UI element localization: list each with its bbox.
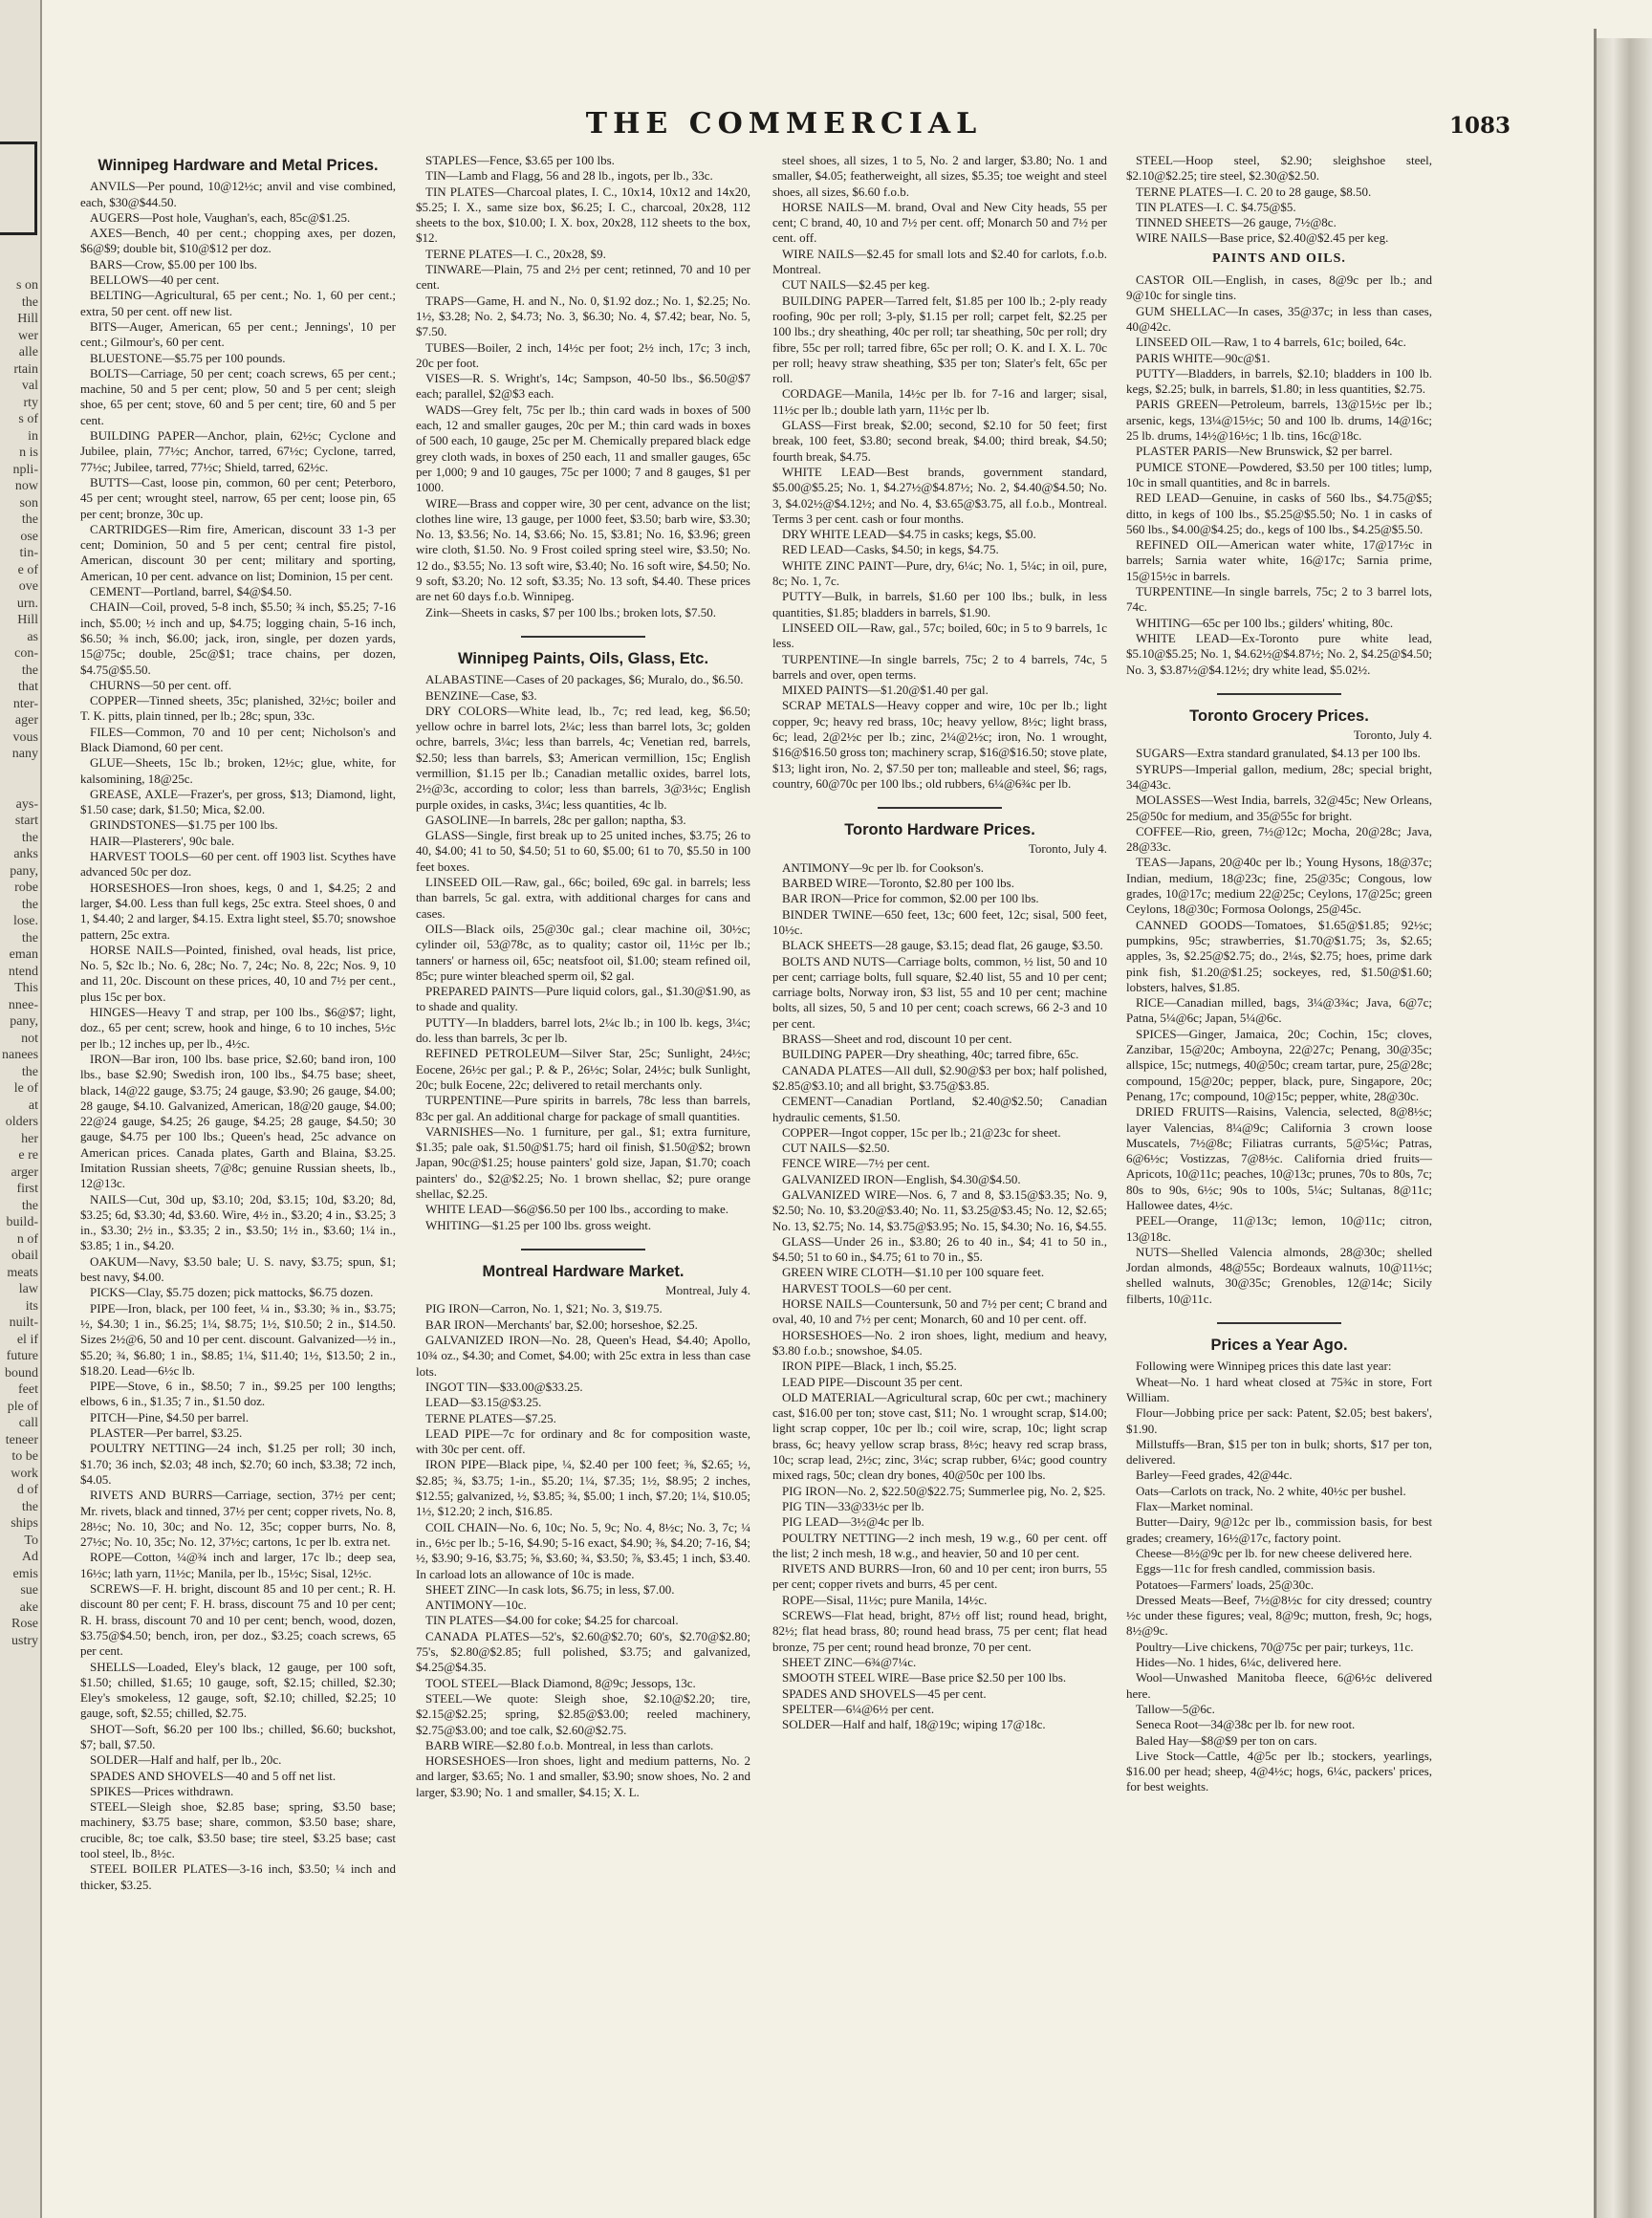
price-entry: SHEET ZINC—6¾@7¼c. (782, 1654, 917, 1669)
section-divider (1217, 1322, 1341, 1324)
section-divider (521, 1249, 645, 1250)
journal-title: THE COMMERCIAL (585, 107, 983, 141)
price-entry: CHURNS—50 per cent. off. (90, 677, 232, 692)
price-entry: ALABASTINE—Cases of 20 packages, $6; Muralo, do., $6.50. (425, 672, 744, 687)
price-entry: RIVETS AND BURRS—Carriage, section, 37½ per cent; Mr. rivets, black and tinned, 37½ per cent; copper rivets, No. 8, 28½c; No. 10, 30c; and No. 12, 35c; copper burrs, No. 8, 27½c; No. 10, 35c; No. 12, 37½c; cartons, 1c per lb. extra net. (80, 1488, 396, 1550)
price-entry: BAR IRON—Merchants' bar, $2.00; horseshoe, $2.25. (425, 1316, 698, 1332)
price-entry: IRON PIPE—Black, 1 inch, $5.25. (782, 1359, 957, 1374)
price-entry: REFINED OIL—American water white, 17@17½c in barrels; Sarnia water white, 16@17c; Sarnia prime, 15@15½c in barrels. (1126, 537, 1432, 583)
price-entry: DRY WHITE LEAD—$4.75 in casks; kegs, $5.00. (782, 527, 1036, 542)
price-entry: MIXED PAINTS—$1.20@$1.40 per gal. (782, 683, 989, 698)
price-entry: WHITE ZINC PAINT—Pure, dry, 6¼c; No. 1, 5¼c; in oil, pure, 8c; No. 1, 7c. (772, 557, 1107, 589)
price-entry: FENCE WIRE—7½ per cent. (782, 1156, 930, 1171)
price-entry: Dressed Meats—Beef, 7½@8½c for city dressed; country ½c under these figures; veal, 8@9c; mutton, fresh, 9c; hogs, 8½@9c. (1126, 1592, 1432, 1639)
price-entry: RED LEAD—Casks, $4.50; in kegs, $4.75. (782, 542, 999, 557)
price-entry: PLASTER PARIS—New Brunswick, $2 per barrel. (1136, 444, 1393, 459)
price-entry: BENZINE—Case, $3. (425, 687, 537, 703)
price-entry: LEAD—$3.15@$3.25. (425, 1395, 542, 1410)
price-entry: CASTOR OIL—English, in cases, 8@9c per lb.; and 9@10c for single tins. (1126, 272, 1432, 303)
section-title: Toronto Hardware Prices. (844, 821, 1035, 839)
price-entry: HORSESHOES—No. 2 iron shoes, light, medium and heavy, $3.80 f.o.b.; snowshoe, $4.05. (772, 1327, 1107, 1358)
price-entry: NUTS—Shelled Valencia almonds, 28@30c; shelled Jordan almonds, 48@55c; Bordeaux walnuts, 10@11½c; shelled walnuts, 30@35c; Grenobles, 12@14c; Sicily filberts, 10@11c. (1126, 1244, 1432, 1306)
price-entry: PITCH—Pine, $4.50 per barrel. (90, 1409, 250, 1424)
price-entry: Butter—Dairy, 9@12c per lb., commission basis, for best grades; creamery, 16½@17c, factory point. (1126, 1514, 1432, 1545)
price-entry: SPICES—Ginger, Jamaica, 20c; Cochin, 15c; cloves, Zanzibar, 15@20c; Amboyna, 22@27c; Penang, 30@35c; allspice, 15c; nutmegs, 40@50c; cream tartar, pure, 25@28c; compound, 15@20c; pepper, black, pure, Singapore, 20c; Penang, 17c; compound, 10@15c; pepper, white, 28@30c. (1126, 1026, 1432, 1103)
price-entry: CUT NAILS—$2.45 per keg. (782, 277, 930, 293)
price-entry: SHELLS—Loaded, Eley's black, 12 gauge, per 100 soft, $1.50; chilled, $1.65; 10 gauge, soft, $2.15; chilled, $2.30; Eley's smokeless, 12 gauge, soft, $2.10; chilled, $2.25; 10 gauge, soft, $2.55; chilled, $2.75. (80, 1659, 396, 1721)
price-entry: CANADA PLATES—All dull, $2.90@$3 per box; half polished, $2.85@$3.10; and all bright, $3.75@$3.85. (772, 1062, 1107, 1093)
price-entry: GALVANIZED IRON—English, $4.30@$4.50. (782, 1171, 1021, 1186)
price-entry: TIN—Lamb and Flagg, 56 and 28 lb., ingots, per lb., 33c. (425, 168, 713, 184)
price-entry: REFINED PETROLEUM—Silver Star, 25c; Sunlight, 24½c; Eocene, 26½c per gal.; P. & P., 26½c; Solar, 24½c; bulk Sunlight, 20c; bulk Eocene, 22c; delivered to retail merchants only. (416, 1046, 750, 1092)
price-entry: BLUESTONE—$5.75 per 100 pounds. (90, 350, 286, 365)
price-entry: HARVEST TOOLS—60 per cent. (782, 1280, 952, 1295)
section-divider (521, 636, 645, 638)
price-entry: TERNE PLATES—I. C. 20 to 28 gauge, $8.50. (1136, 184, 1372, 199)
price-entry: Flax—Market nominal. (1136, 1499, 1253, 1514)
price-entry: GRINDSTONES—$1.75 per 100 lbs. (90, 817, 278, 833)
price-entry: GREEN WIRE CLOTH—$1.10 per 100 square feet. (782, 1265, 1045, 1280)
price-entry: Eggs—11c for fresh candled, commission basis. (1136, 1561, 1376, 1577)
price-entry: BUILDING PAPER—Anchor, plain, 62½c; Cyclone and Jubilee, plain, 77½c; Anchor, tarred, 67½c; Cyclone, tarred, 77½c; Jubilee, tarred, 77½c; Shield, tarred, 62½c. (80, 428, 396, 474)
price-entry: SOLDER—Half and half, per lb., 20c. (90, 1752, 282, 1768)
price-entry: BUILDING PAPER—Tarred felt, $1.85 per 100 lb.; 2-ply ready roofing, 90c per roll; 3-ply, $1.15 per roll; carpet felt, $2.25 per 100 lbs.; dry sheathing, 40c per roll; tar sheathing, 50c per roll; dry fibre, 55c per roll; tarred fibre, 65c per roll; O. K. and I. X. L. 70c per roll; heavy straw sheathing, $35 per ton; Slater's felt, 65c per roll. (772, 293, 1107, 386)
section-title: Toronto Grocery Prices. (1189, 707, 1369, 725)
price-entry: WIRE NAILS—Base price, $2.40@$2.45 per keg. (1136, 230, 1389, 246)
price-entry: PREPARED PAINTS—Pure liquid colors, gal., $1.30@$1.90, as to shade and quality. (416, 984, 750, 1014)
price-entry: IRON—Bar iron, 100 lbs. base price, $2.60; band iron, 100 lbs., base $2.90; Swedish iron, 100 lbs., $4.75 base; sheet, black, 14@22 gauge, $3.75; 24 gauge, $3.90; 26 gauge, $4.00; 28 gauge, $4.10. Galvanized, American, 18@20 gauge, $4.00; 22@24 gauge, $4.25; 26 gauge, $4.25; 28 gauge, $4.50; 30 gauge, $4.75 per 100 lbs.; Queen's head, 25c advance on American prices. Canada plates, Garth and Blaina, $3.25. Imitation Russian sheets, 7@8c; genuine Russian sheets, lb., 12@13c. (80, 1051, 396, 1191)
price-entry: HORSESHOES—Iron shoes, light and medium patterns, No. 2 and larger, $3.65; No. 1 and smaller, $3.90; snow shoes, No. 2 and larger, $3.90; No. 1 and smaller, $4.15; X. L. (416, 1753, 750, 1799)
price-list (80, 179, 396, 1893)
price-entry: TURPENTINE—Pure spirits in barrels, 78c less than barrels, 83c per gal. An additional charge for package of small quantities. (416, 1093, 750, 1123)
price-entry: PARIS WHITE—90c@$1. (1136, 350, 1271, 365)
price-entry: LINSEED OIL—Raw, gal., 57c; boiled, 60c; in 5 to 9 barrels, 1c less. (772, 620, 1107, 651)
price-entry: POULTRY NETTING—24 inch, $1.25 per roll; 30 inch, $1.70; 36 inch, $2.03; 48 inch, $2.70; 60 inch, $3.38; 72 inch, $4.05. (80, 1441, 396, 1487)
price-entry: WHITE LEAD—Best brands, government standard, $5.00@$5.25; No. 1, $4.27½@$4.87½; No. 2, $4.40@$4.50; No. 3, $4.02½@$4.12½; and No. 4, $3.65@$3.75, all f.o.b., Montreal. Terms 3 per cent. cash or four months. (772, 464, 1107, 526)
price-entry: TERNE PLATES—$7.25. (425, 1410, 556, 1425)
price-entry: TIN PLATES—Charcoal plates, I. C., 10x14, 10x12 and 14x20, $5.25; I. X., same size box, $6.25; I. C., charcoal, 20x28, 112 sheets to the box, $10.00; I. X. box, 20x28, 112 sheets to the box, $12. (416, 184, 750, 246)
price-entry: ROPE—Cotton, ¼@¾ inch and larger, 17c lb.; deep sea, 16½c; lath yarn, 11½c; Manila, per lb., 15½c; Sisal, 12½c. (80, 1550, 396, 1580)
price-entry: ANTIMONY—10c. (425, 1598, 527, 1613)
previous-page-box (0, 141, 37, 235)
price-entry: FILES—Common, 70 and 10 per cent; Nicholson's and Black Diamond, 60 per cent. (80, 724, 396, 754)
price-list (1126, 1359, 1432, 1794)
price-entry: Wheat—No. 1 hard wheat closed at 75¾c in store, Fort William. (1126, 1374, 1432, 1404)
price-entry: NAILS—Cut, 30d up, $3.10; 20d, $3.15; 10d, $3.20; 8d, $3.25; 6d, $3.30; 4d, $3.60. Wire, 4½ in., $3.20; 4 in., $3.25; 3 in., $3.30; 2½ in., $3.35; 2 in., $3.50; 1½ in., $3.60; 1¼ in., $3.85; 1 in., $4.20. (80, 1191, 396, 1253)
price-entry: BOLTS—Carriage, 50 per cent; coach screws, 65 per cent.; machine, 50 and 5 per cent; plow, 50 and 5 per cent; sleigh shoe, 65 per cent; stove, 60 and 5 per cent; tire, 60 and 5 per cent. (80, 365, 396, 427)
price-entry: SOLDER—Half and half, 18@19c; wiping 17@18c. (782, 1717, 1046, 1732)
price-entry: Tallow—5@6c. (1136, 1701, 1215, 1716)
price-entry: RIVETS AND BURRS—Iron, 60 and 10 per cent; iron burrs, 55 per cent; copper rivets and burrs, 45 per cent. (772, 1561, 1107, 1592)
price-entry: Flour—Jobbing price per sack: Patent, $2.05; best bakers', $1.90. (1126, 1405, 1432, 1436)
price-entry: Following were Winnipeg prices this date last year: (1136, 1359, 1392, 1374)
column-2 (416, 153, 750, 1800)
price-entry: WADS—Grey felt, 75c per lb.; thin card wads in boxes of 500 each, 12 and smaller gauges, 20c per M.; thin card wads in boxes of 500 each, 10 gauge, 25c per M. Chemically prepared black edge grey cloth wads, in boxes of 250 each, 11 and smaller gauges, 65c per 1,000; 9 and 10 gauges, 75c per 1000; 7 and 8 gauges, $1 per 1000. (416, 402, 750, 495)
price-entry: LINSEED OIL—Raw, gal., 66c; boiled, 69c gal. in barrels; less than barrels, 5c gal. extra, with additional charges for cans and cases. (416, 875, 750, 921)
price-entry: COPPER—Ingot copper, 15c per lb.; 21@23c for sheet. (782, 1124, 1061, 1140)
price-entry: BLACK SHEETS—28 gauge, $3.15; dead flat, 26 gauge, $3.50. (782, 938, 1103, 953)
price-entry: SPADES AND SHOVELS—45 per cent. (782, 1685, 987, 1701)
price-entry: LEAD PIPE—7c for ordinary and 8c for composition waste, with 30c per cent. off. (416, 1425, 750, 1457)
price-entry: BOLTS AND NUTS—Carriage bolts, common, ½ list, 50 and 10 per cent; carriage bolts, full square, $2.40 list, 55 and 10 per cent; carriage bolts, Norway iron, $3 list, 55 and 10 per cent; machine bolts, all sizes, 50, 5 and 10 per cent; coach screws, 66 2-3 and 10 per cent. (772, 953, 1107, 1031)
price-entry: SYRUPS—Imperial gallon, medium, 28c; special bright, 34@43c. (1126, 761, 1432, 792)
price-entry: WHITE LEAD—$6@$6.50 per 100 lbs., according to make. (425, 1202, 729, 1217)
price-entry: GLASS—Under 26 in., $3.80; 26 to 40 in., $4; 41 to 50 in., $4.50; 51 to 60 in., $4.75; 61 to 70 in., $5. (772, 1233, 1107, 1265)
price-entry: BUILDING PAPER—Dry sheathing, 40c; tarred fibre, 65c. (782, 1047, 1079, 1062)
price-entry: SUGARS—Extra standard granulated, $4.13 per 100 lbs. (1136, 746, 1421, 761)
price-entry: TEAS—Japans, 20@40c per lb.; Young Hysons, 18@37c; Indian, medium, 18@23c; fine, 25@35c; Congous, low grades, 10@17c; medium 22@25c; Ceylons, 17@25c; green Ceylons, 18@30c; Formosa Oolongs, 25@45c. (1126, 855, 1432, 917)
price-entry: GASOLINE—In barrels, 28c per gallon; naptha, $3. (425, 812, 686, 827)
price-entry: TIN PLATES—I. C. $4.75@$5. (1136, 199, 1296, 214)
price-entry: Baled Hay—$8@$9 per ton on cars. (1136, 1732, 1317, 1748)
price-entry: Millstuffs—Bran, $15 per ton in bulk; shorts, $17 per ton, delivered. (1126, 1436, 1432, 1468)
price-entry: ANTIMONY—9c per lb. for Cookson's. (782, 859, 985, 875)
price-entry: COFFEE—Rio, green, 7½@12c; Mocha, 20@28c; Java, 28@33c. (1126, 823, 1432, 855)
price-entry: TURPENTINE—In single barrels, 75c; 2 to 4 barrels, 74c, 5 barrels and over, open terms. (772, 651, 1107, 682)
price-entry: PIG IRON—Carron, No. 1, $21; No. 3, $19.75. (425, 1301, 663, 1316)
price-entry: BRASS—Sheet and rod, discount 10 per cent. (782, 1032, 1012, 1047)
price-entry: HORSE NAILS—Countersunk, 50 and 7½ per cent; C brand and oval, 40, 10 and 7½ per cent; Monarch, 60 and 10 per cent. off. (772, 1296, 1107, 1327)
price-entry: POULTRY NETTING—2 inch mesh, 19 w.g., 60 per cent. off the list; 2 inch mesh, 18 w.g., and heavier, 50 and 10 per cent. (772, 1530, 1107, 1560)
price-entry: SMOOTH STEEL WIRE—Base price $2.50 per 100 lbs. (782, 1670, 1067, 1685)
price-list (1126, 153, 1432, 247)
price-entry: Poultry—Live chickens, 70@75c per pair; turkeys, 11c. (1136, 1639, 1414, 1654)
section-title: PAINTS AND OILS. (1212, 250, 1346, 266)
price-entry: WHITING—65c per 100 lbs.; gilders' whiting, 80c. (1136, 615, 1394, 630)
price-entry: CUT NAILS—$2.50. (782, 1141, 890, 1156)
price-entry: BUTTS—Cast, loose pin, common, 60 per cent; Peterboro, 45 per cent; wrought steel, narrow, 65 per cent; loose pin, 65 per cent; bronze, 30c up. (80, 474, 396, 521)
price-entry: HORSESHOES—Iron shoes, kegs, 0 and 1, $4.25; 2 and larger, $4.00. Less than full kegs, 25c extra. Steel shoes, 0 and 1, $4.40; 2 and larger, $4.15. Extra light steel, $5.70; snowshoe pattern, 25c extra. (80, 880, 396, 942)
price-entry: PARIS GREEN—Petroleum, barrels, 13@15½c per lb.; arsenic, kegs, 13¼@15½c; 50 and 100 lb. drums, 14@16c; 25 lb. drums, 14½@16½c; 1 lb. tins, 16c@18c. (1126, 397, 1432, 444)
price-entry: WIRE—Brass and copper wire, 30 per cent, advance on the list; clothes line wire, 13 gauge, per 1000 feet, $3.50; barb wire, $3.30; No. 13, $3.56; No. 14, $3.66; No. 15, $3.81; No. 16, $3.96; green wire cloth, $1.50. No. 9 Frost coiled spring steel wire, $3.50; No. 12 do., $3.55; No. 13 soft wire, $3.40; No. 16 soft wire, $4.50; No. 9 soft, $3.20; No. 12 soft, $3.35; No. 13 soft, $4.40. These prices are net 60 days f.o.b. Winnipeg. (416, 495, 750, 604)
price-entry: SCRAP METALS—Heavy copper and wire, 10c per lb.; light copper, 9c; heavy red brass, 10c; heavy yellow, 8½c; light brass, 6c; lead, 2@2½c per lb.; zinc, 2¼@2½c; iron, No. 1 wrought, $16@$16.50 gross ton; machinery scrap, $16@$16.50; stove plate, $13; light iron, No. 2, $7.50 per ton; malleable and steel, $6; rags, country, 60@70c per 100 lbs.; old rubbers, 6¼@6¾c per lb. (772, 698, 1107, 791)
price-entry: GALVANIZED IRON—No. 28, Queen's Head, $4.40; Apollo, 10¾ oz., $4.30; and Comet, $4.00; with 25c extra in less than case lots. (416, 1333, 750, 1379)
price-entry: LEAD PIPE—Discount 35 per cent. (782, 1374, 963, 1389)
price-entry: CORDAGE—Manila, 14½c per lb. for 7-16 and larger; sisal, 11½c per lb.; double lath yarn, 11½c per lb. (772, 386, 1107, 417)
price-list (1126, 746, 1432, 1307)
section-dateline: Toronto, July 4. (1353, 728, 1432, 743)
price-entry: WHITE LEAD—Ex-Toronto pure white lead, $5.10@$5.25; No. 1, $4.62½@$4.87½; No. 2, $4.25@$4.50; No. 3, $3.87½@$4.12½; dry white lead, $5.02½. (1126, 630, 1432, 677)
price-entry: BARB WIRE—$2.80 f.o.b. Montreal, in less than carlots. (425, 1737, 714, 1752)
price-entry: DRY COLORS—White lead, lb., 7c; red lead, keg, $6.50; yellow ochre in barrel lots, 2¼c; less than barrel lots, 3c; golden ochre, barrels, 3¼c; less than barrels, 4c; Venetian red, barrels, $2.50; less than barrels, $3; American vermillion, 15c; English vermillion, $1.15 per lb.; Canadian metallic oxides, barrel lots, 2½@3c, according to color; less than barrels, 3@3½c; English purple oxides, in casks, 3¼c; less quantities, 4c lb. (416, 703, 750, 812)
price-entry: LINSEED OIL—Raw, 1 to 4 barrels, 61c; boiled, 64c. (1136, 335, 1406, 350)
previous-page-text: s on the Hill wer alle rtain val rty s of in n is npli- now son the ose tin- e of ove urn. Hill as con- the that nter- ager vous nany ays- start the anks pany, robe the lose. the eman ntend This nnee- pany, not nanees the le of at olders her e re arger first the build- n of obail meats law its nuilt- el if future bound feet ple of call teneer to be work d of the ships To Ad emis sue ake Rose ustry (2, 278, 39, 1648)
price-entry: GUM SHELLAC—In cases, 35@37c; in less than cases, 40@42c. (1126, 303, 1432, 334)
book-edge (1597, 38, 1652, 2218)
price-entry: CEMENT—Portland, barrel, $4@$4.50. (90, 584, 293, 599)
price-entry: TRAPS—Game, H. and N., No. 0, $1.92 doz.; No. 1, $2.25; No. 1½, $3.28; No. 2, $4.73; No. 3, $6.30; No. 4, $7.42; bear, No. 5, $7.50. (416, 293, 750, 339)
price-entry: PIPE—Stove, 6 in., $8.50; 7 in., $9.25 per 100 lengths; elbows, 6 in., $1.35; 7 in., $1.50 doz. (80, 1379, 396, 1409)
price-entry: Hides—No. 1 hides, 6¼c, delivered here. (1136, 1655, 1342, 1670)
price-entry: RICE—Canadian milled, bags, 3¼@3¾c; Java, 6@7c; Patna, 5¼@6c; Japan, 5¼@6c. (1126, 995, 1432, 1026)
section-title: Winnipeg Paints, Oils, Glass, Etc. (457, 649, 709, 667)
price-entry: AUGERS—Post hole, Vaughan's, each, 85c@$1.25. (90, 209, 351, 225)
price-list (772, 860, 1107, 1733)
price-entry: PIG TIN—33@33½c per lb. (782, 1498, 924, 1513)
price-entry: HINGES—Heavy T and strap, per 100 lbs., $6@$7; light, doz., 65 per cent; screw, hook and hinge, 6 to 10 inches, 5½c per lb.; 12 inches up, per lb., 4½c. (80, 1005, 396, 1051)
price-entry: STAPLES—Fence, $3.65 per 100 lbs. (425, 153, 615, 167)
price-entry: Zink—Sheets in casks, $7 per 100 lbs.; broken lots, $7.50. (425, 604, 717, 620)
price-entry: PIPE—Iron, black, per 100 feet, ¼ in., $3.30; ⅜ in., $3.75; ½, $4.30; 1 in., $6.25; 1¼, $8.75; 1½, $10.50; 2 in., $14.50. Sizes 2½@6, 50 and 10 per cent. discount. Galvanized—½ in., $5.20; ¾, $6.80; 1 in., $8.85; 1¼, $11.40; 1½, $13.50; 2 in., $18.20. Lead—6½c lb. (80, 1300, 396, 1378)
price-entry: STEEL—Hoop steel, $2.90; sleighshoe steel, $2.10@$2.25; tire steel, $2.30@$2.50. (1126, 153, 1432, 184)
price-entry: PIG LEAD—3½@4c per lb. (782, 1514, 924, 1530)
price-list (416, 1301, 750, 1800)
price-entry: HORSE NAILS—Pointed, finished, oval heads, list price, No. 5, $2c lb.; No. 6, 28c; No. 7, 24c; No. 8, 22c; Nos. 9, 10 and 11, 20c. Discount on these prices, 40, 10 and 7½ per cent., plus 15c per box. (80, 942, 396, 1004)
price-list (416, 672, 750, 1233)
price-entry: PIG IRON—No. 2, $22.50@$22.75; Summerlee pig, No. 2, $25. (782, 1483, 1106, 1498)
column-1 (80, 153, 396, 1893)
price-entry: PLASTER—Per barrel, $3.25. (90, 1425, 243, 1441)
price-entry: HARVEST TOOLS—60 per cent. off 1903 list. Scythes have advanced 50c per doz. (80, 849, 396, 880)
price-entry: PUTTY—Bladders, in barrels, $2.10; bladders in 100 lb. kegs, $2.25; bulk, in barrels, $1.80; in less quantities, $2.75. (1126, 365, 1432, 397)
price-entry: MOLASSES—West India, barrels, 32@45c; New Orleans, 25@50c for medium, and 35@55c for bright. (1126, 793, 1432, 823)
price-entry: BARS—Crow, $5.00 per 100 lbs. (90, 256, 258, 272)
previous-page-edge (0, 0, 42, 2218)
price-entry: Live Stock—Cattle, 4@5c per lb.; stockers, yearlings, $16.00 per head; sheep, 4@4½c; hogs, 6¼c, packers' prices, for best weights. (1126, 1748, 1432, 1794)
price-entry: BELTING—Agricultural, 65 per cent.; No. 1, 60 per cent.; extra, 50 per cent. off new list. (80, 288, 396, 318)
price-entry: STEEL—We quote: Sleigh shoe, $2.10@$2.20; tire, $2.15@$2.25; spring, $2.85@$3.00; reeled machinery, $2.75@$3.00; and toe calk, $2.60@$2.75. (416, 1690, 750, 1737)
price-entry: TINNED SHEETS—26 gauge, 7½@8c. (1136, 215, 1337, 230)
price-entry: OILS—Black oils, 25@30c gal.; clear machine oil, 30½c; cylinder oil, 53@78c, as to quality; castor oil, 11½c per lb.; tanners' or harness oil, 65c; neatsfoot oil, $1.00; steam refined oil, 85c; pure winter bleached sperm oil, $2 gal. (416, 921, 750, 983)
price-entry: SCREWS—F. H. bright, discount 85 and 10 per cent.; R. H. discount 80 per cent; F. H. brass, discount 75 and 10 per cent; R. H. brass, discount 70 and 10 per cent; bench, wood, dozen, $3.75@$4.50; bench, iron, per doz., $3.25; coach screws, 65 per cent. (80, 1581, 396, 1659)
price-entry: BINDER TWINE—650 feet, 13c; 600 feet, 12c; sisal, 500 feet, 10½c. (772, 906, 1107, 937)
column-4 (1126, 153, 1432, 1795)
price-entry: TERNE PLATES—I. C., 20x28, $9. (425, 246, 606, 261)
price-entry: CANADA PLATES—52's, $2.60@$2.70; 60's, $2.70@$2.80; 75's, $2.80@$2.85; full polished, $3.75; and galvanized, $4.25@$4.35. (416, 1628, 750, 1675)
price-entry: BAR IRON—Price for common, $2.00 per 100 lbs. (782, 891, 1039, 906)
price-entry: steel shoes, all sizes, 1 to 5, No. 2 and larger, $3.80; No. 1 and smaller, $4.05; featherweight, all sizes, $5.35; toe weight and steel shoes, all sizes, $6.60 f.o.b. (772, 153, 1107, 199)
price-entry: GLUE—Sheets, 15c lb.; broken, 12½c; glue, white, for kalsomining, 18@25c. (80, 755, 396, 786)
section-dateline: Toronto, July 4. (1028, 841, 1107, 857)
price-entry: SPELTER—6¼@6½ per cent. (782, 1701, 935, 1716)
page-number: 1083 (1448, 113, 1511, 139)
price-entry: Barley—Feed grades, 42@44c. (1136, 1468, 1293, 1483)
price-entry: STEEL—Sleigh shoe, $2.85 base; spring, $3.50 base; machinery, $3.75 base; share, common, $3.50 base; share, crucible, 8c; toe calk, $3.50 base; tire steel, $3.25 base; cast tool steel, lb., 8½c. (80, 1799, 396, 1861)
price-entry: WHITING—$1.25 per 100 lbs. gross weight. (425, 1217, 652, 1232)
price-entry: TOOL STEEL—Black Diamond, 8@9c; Jessops, 13c. (425, 1675, 696, 1690)
price-entry: Cheese—8½@9c per lb. for new cheese delivered here. (1136, 1545, 1413, 1560)
price-entry: SCREWS—Flat head, bright, 87½ off list; round head, bright, 82½; flat head brass, 80; round head brass, 75 per cent; flat head bronze, 75 per cent; round head bronze, 70 per cent. (772, 1608, 1107, 1654)
price-entry: CANNED GOODS—Tomatoes, $1.65@$1.85; 92½c; pumpkins, 95c; strawberries, $1.70@$1.75; 3s, $2.65; apples, 3s, $2.25@$2.75; do., 2¼s, $2.75; hoes, prime dark pink fish, $1.20@$1.25; sockeyes, red, $1.50@$1.60; lobsters, halves, $1.85. (1126, 917, 1432, 994)
section-title: Winnipeg Hardware and Metal Prices. (98, 157, 379, 174)
price-entry: DRIED FRUITS—Raisins, Valencia, selected, 8@8½c; layer Valencias, 8¼@9c; California 3 crown loose Muscatels, 7½@8c; Filiatras currants, 5@5¼c; Patras, 6@6½c; Vostizzas, 7@8½c. California dried fruits—Apricots, 10@11c; peaches, 10@13c; prunes, 70s to 80s, 7c; 80s to 90s, 6½c; 90s to 100s, 5¼c; Sultanas, 8@11c; Hallowee dates, 4½c. (1126, 1104, 1432, 1212)
price-entry: COIL CHAIN—No. 6, 10c; No. 5, 9c; No. 4, 8½c; No. 3, 7c; ¼ in., 6½c per lb.; 5-16, $4.90; 5-16 exact, $4.90; ⅜, $4.20; 7-16, $4; ½, $3.90; 9-16, $3.75; ⅝, $3.60; ¾, $3.50; ⅞, $3.45; 1 inch, $3.40. In carload lots an allowance of 10c is made. (416, 1519, 750, 1581)
price-list (772, 153, 1107, 792)
price-entry: PICKS—Clay, $5.75 dozen; pick mattocks, $6.75 dozen. (90, 1285, 374, 1300)
price-entry: TINWARE—Plain, 75 and 2½ per cent; retinned, 70 and 10 per cent. (416, 262, 750, 293)
price-entry: BARBED WIRE—Toronto, $2.80 per 100 lbs. (782, 876, 1014, 891)
price-entry: VISES—R. S. Wright's, 14c; Sampson, 40-50 lbs., $6.50@$7 each; parallel, $2@$3 each. (416, 371, 750, 402)
price-entry: OAKUM—Navy, $3.50 bale; U. S. navy, $3.75; spun, $1; best navy, $4.00. (80, 1253, 396, 1285)
price-entry: OLD MATERIAL—Agricultural scrap, 60c per cwt.; machinery cast, $16.00 per ton; stove cast, $11; No. 1 wrought scrap, $14.00; light scrap copper, 10c per lb.; coil wire, scrap, 10c; light scrap brass, 6c; heavy yellow scrap brass, 8½c; heavy red scrap brass, 10c; scrap lead, 2½c; zinc, 3¼c; scrap rubber, 6¼c; good country mixed rags, 50c; clean dry bones, 40@50c per 100 lbs. (772, 1389, 1107, 1483)
price-entry: CHAIN—Coil, proved, 5-8 inch, $5.50; ¾ inch, $5.25; 7-16 inch, $5.00; ½ inch and up, $4.75; logging chain, 5-16 inch, $6.50; ⅜ inch, $6.00; jack, iron, single, per dozen yards, 15@75c; double, 25c@$1; trace chains, per dozen, $4.75@$5.50. (80, 599, 396, 677)
price-entry: ANVILS—Per pound, 10@12½c; anvil and vise combined, each, $30@$44.50. (80, 179, 396, 209)
price-entry: PUTTY—In bladders, barrel lots, 2¼c lb.; in 100 lb. kegs, 3¼c; do. less than barrels, 3c per lb. (416, 1014, 750, 1046)
price-list (1126, 272, 1432, 678)
price-entry: PUTTY—Bulk, in barrels, $1.60 per 100 lbs.; bulk, in less quantities, $1.85; bladders in barrels, $1.90. (772, 589, 1107, 620)
price-entry: VARNISHES—No. 1 furniture, per gal., $1; extra furniture, $1.35; pale oak, $1.50@$1.75; hard oil finish, $1.50@$2; brown Japan, 90c@$1.25; house painters' gold size, Japan, $1.70; coach painters' do., $2@$2.25; No. 1 brown shellac, $2; pure orange shellac, $2.25. (416, 1123, 750, 1201)
price-entry: TURPENTINE—In single barrels, 75c; 2 to 3 barrel lots, 74c. (1126, 584, 1432, 615)
price-entry: WIRE NAILS—$2.45 for small lots and $2.40 for carlots, f.o.b. Montreal. (772, 246, 1107, 277)
price-entry: GALVANIZED WIRE—Nos. 6, 7 and 8, $3.15@$3.35; No. 9, $2.50; No. 10, $3.20@$3.40; No. 11, $3.25@$3.45; No. 12, $2.65; No. 13, $2.75; No. 14, $3.75@$3.95; No. 15, $4.30; No. 16, $4.55. (772, 1187, 1107, 1233)
price-entry: CARTRIDGES—Rim fire, American, discount 33 1-3 per cent; Dominion, 50 and 5 per cent; central fire pistol, American, discount 30 per cent; military and sporting, American, 10 per cent. advance on list; Dominion, 15 per cent. (80, 521, 396, 583)
price-entry: SPIKES—Prices withdrawn. (90, 1783, 234, 1798)
price-entry: PUMICE STONE—Powdered, $3.50 per 100 titles; lump, 10c in small quantities, and 8c in barrels. (1126, 459, 1432, 489)
price-entry: Seneca Root—34@38c per lb. for new root. (1136, 1717, 1356, 1732)
price-entry: GREASE, AXLE—Frazer's, per gross, $13; Diamond, light, $1.50 case; dark, $1.50; Mica, $2.00. (80, 786, 396, 817)
price-entry: SPADES AND SHOVELS—40 and 5 off net list. (90, 1768, 337, 1783)
price-entry: Wool—Unwashed Manitoba fleece, 6@6½c delivered here. (1126, 1670, 1432, 1701)
price-entry: SHEET ZINC—In cask lots, $6.75; in less, $7.00. (425, 1581, 675, 1597)
price-entry: ROPE—Sisal, 11½c; pure Manila, 14½c. (782, 1592, 988, 1607)
section-divider (878, 807, 1002, 809)
price-entry: PEEL—Orange, 11@13c; lemon, 10@11c; citron, 13@18c. (1126, 1213, 1432, 1244)
column-3 (772, 153, 1107, 1732)
price-entry: BITS—Auger, American, 65 per cent.; Jennings', 10 per cent.; Gilmour's, 60 per cent. (80, 318, 396, 350)
section-title: Prices a Year Ago. (1210, 1337, 1348, 1355)
price-entry: INGOT TIN—$33.00@$33.25. (425, 1379, 583, 1394)
price-entry: IRON PIPE—Black pipe, ¼, $2.40 per 100 feet; ⅜, $2.65; ½, $2.85; ¾, $3.75; 1-in., $5.20; 1¼, $7.35; 1½, $8.95; 2 inches, $12.55; galvanized, ½, $3.85; ¾, $5.00; 1 inch, $7.20; 1¼, $10.05; 1½, $12.20; 2 inch, $16.85. (416, 1457, 750, 1519)
price-entry: TIN PLATES—$4.00 for coke; $4.25 for charcoal. (425, 1613, 679, 1628)
price-entry: HAIR—Plasterers', 90c bale. (90, 833, 235, 848)
section-dateline: Montreal, July 4. (665, 1283, 750, 1298)
price-entry: CEMENT—Canadian Portland, $2.40@$2.50; Canadian hydraulic cements, $1.50. (772, 1094, 1107, 1124)
section-title: Montreal Hardware Market. (482, 1262, 685, 1280)
price-entry: COPPER—Tinned sheets, 35c; planished, 32½c; boiler and T. K. pitts, plain tinned, per lb.; 28c; spun, 33c. (80, 693, 396, 724)
price-entry: RED LEAD—Genuine, in casks of 560 lbs., $4.75@$5; ditto, in kegs of 100 lbs., $5.25@$5.50; No. 1 in casks of 560 lbs., $4.00@$4.25; do., kegs of 100 lbs., $4.25@$5.50. (1126, 490, 1432, 536)
price-entry: AXES—Bench, 40 per cent.; chopping axes, per dozen, $6@$9; double bit, $10@$12 per doz. (80, 226, 396, 256)
price-entry: BELLOWS—40 per cent. (90, 272, 220, 288)
section-divider (1217, 693, 1341, 695)
price-entry: GLASS—Single, first break up to 25 united inches, $3.75; 26 to 40, $4.00; 41 to 50, $4.50; 51 to 60, $5.00; 61 to 70, $5.50 in 100 feet boxes. (416, 828, 750, 874)
price-entry: GLASS—First break, $2.00; second, $2.10 for 50 feet; first break, 100 feet, $3.80; second break, $4.00; third break, $4.50; fourth break, $4.75. (772, 418, 1107, 464)
price-entry: TUBES—Boiler, 2 inch, 14½c per foot; 2½ inch, 17c; 3 inch, 20c per foot. (416, 339, 750, 370)
price-entry: Potatoes—Farmers' loads, 25@30c. (1136, 1577, 1315, 1592)
price-entry: STEEL BOILER PLATES—3-16 inch, $3.50; ¼ inch and thicker, $3.25. (80, 1861, 396, 1892)
running-head (57, 107, 1511, 145)
price-list (416, 153, 750, 620)
price-entry: HORSE NAILS—M. brand, Oval and New City heads, 55 per cent; C brand, 40, 10 and 7½ per cent. off; Monarch 50 and 7½ per cent. off. (772, 199, 1107, 246)
price-entry: SHOT—Soft, $6.20 per 100 lbs.; chilled, $6.60; buckshot, $7; ball, $7.50. (80, 1721, 396, 1751)
price-entry: Oats—Carlots on track, No. 2 white, 40½c per bushel. (1136, 1483, 1406, 1498)
